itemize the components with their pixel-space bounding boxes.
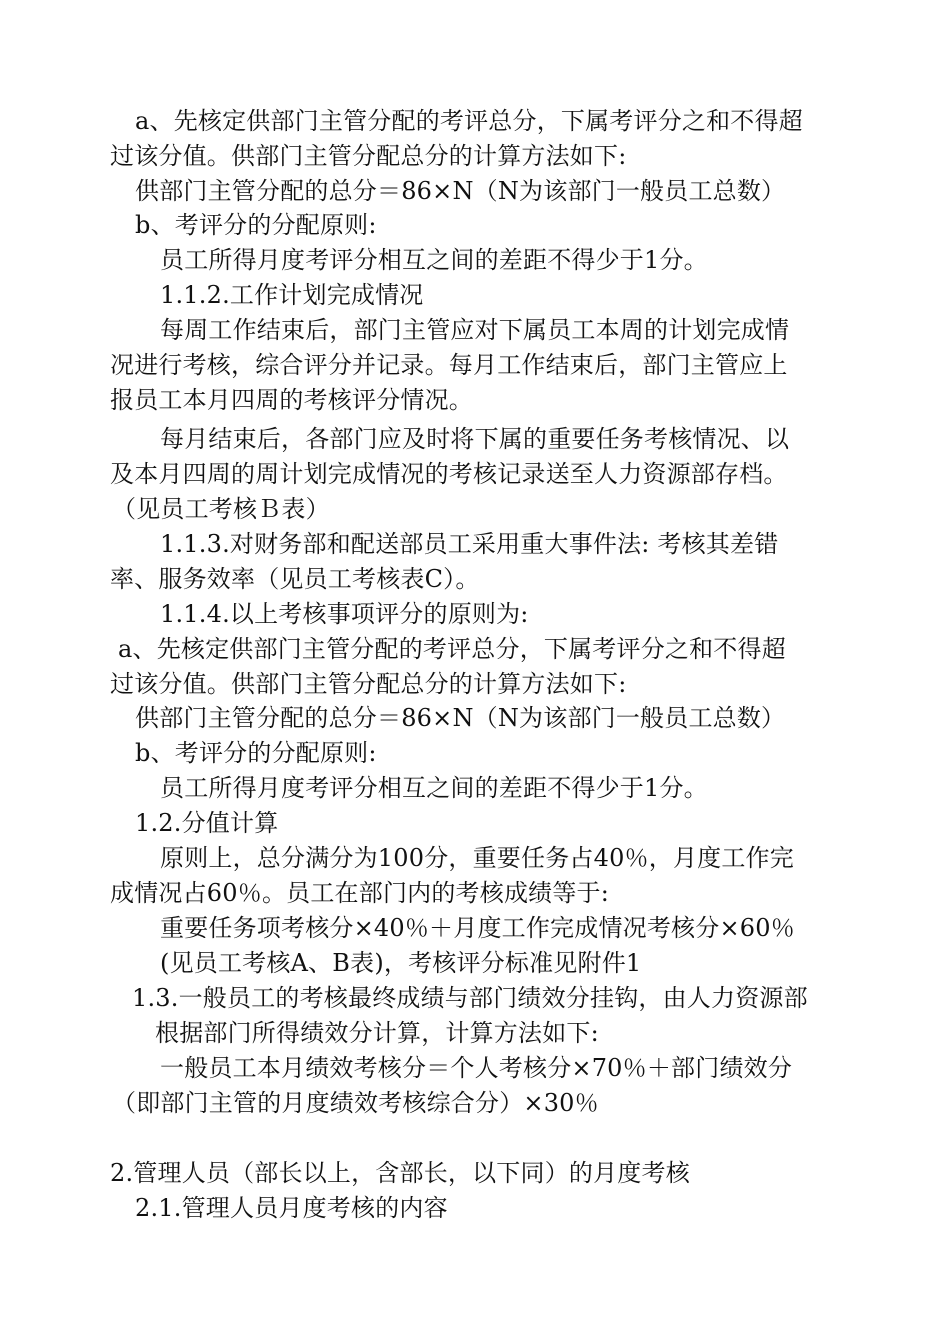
- section-heading-1-2: 1.2.分值计算: [135, 809, 279, 837]
- text-line-25: (见员工考核A、B表)，考核评分标准见附件1: [160, 949, 642, 977]
- text-line-28: 一般员工本月绩效考核分＝个人考核分×70％＋部门绩效分: [160, 1054, 793, 1082]
- text-line-12: （见员工考核Ｂ表）: [112, 495, 330, 523]
- text-line-4: b、考评分的分配原则:: [135, 211, 377, 239]
- text-line-23: 成情况占60％。员工在部门内的考核成绩等于:: [110, 879, 610, 907]
- text-line-16: a、先核定供部门主管分配的考评总分，下属考评分之和不得超: [118, 635, 786, 663]
- section-heading-1-1-2: 1.1.2.工作计划完成情况: [160, 281, 424, 309]
- text-line-8: 况进行考核，综合评分并记录。每月工作结束后，部门主管应上: [110, 351, 788, 379]
- text-line-19: b、考评分的分配原则:: [135, 739, 377, 767]
- text-line-3: 供部门主管分配的总分＝86×N（N为该部门一般员工总数）: [135, 177, 786, 205]
- section-heading-1-1-4: 1.1.4.以上考核事项评分的原则为:: [160, 600, 529, 628]
- text-line-10: 每月结束后，各部门应及时将下属的重要任务考核情况、以: [160, 425, 790, 453]
- text-line-29: （即部门主管的月度绩效考核综合分）×30％: [112, 1089, 599, 1117]
- section-heading-2: 2.管理人员（部长以上，含部长，以下同）的月度考核: [110, 1159, 690, 1187]
- text-line-1: a、先核定供部门主管分配的考评总分，下属考评分之和不得超: [135, 107, 803, 135]
- text-line-11: 及本月四周的周计划完成情况的考核记录送至人力资源部存档。: [110, 460, 788, 488]
- section-heading-2-1: 2.1.管理人员月度考核的内容: [135, 1194, 448, 1222]
- text-line-20: 员工所得月度考评分相互之间的差距不得少于1分。: [160, 774, 708, 802]
- text-line-9: 报员工本月四周的考核评分情况。: [110, 386, 473, 414]
- text-line-5: 员工所得月度考评分相互之间的差距不得少于1分。: [160, 246, 708, 274]
- section-heading-1-1-3: 1.1.3.对财务部和配送部员工采用重大事件法: 考核其差错: [160, 530, 779, 558]
- text-line-18: 供部门主管分配的总分＝86×N（N为该部门一般员工总数）: [135, 704, 786, 732]
- text-line-17: 过该分值。供部门主管分配总分的计算方法如下:: [110, 670, 627, 698]
- text-line-27: 根据部门所得绩效分计算，计算方法如下:: [155, 1019, 599, 1047]
- text-line-2: 过该分值。供部门主管分配总分的计算方法如下:: [110, 142, 627, 170]
- text-line-14: 率、服务效率（见员工考核表C）。: [110, 565, 480, 593]
- text-line-22: 原则上，总分满分为100分，重要任务占40％，月度工作完: [160, 844, 794, 872]
- text-line-7: 每周工作结束后，部门主管应对下属员工本周的计划完成情: [160, 316, 790, 344]
- section-heading-1-3: 1.3.一般员工的考核最终成绩与部门绩效分挂钩，由人力资源部: [132, 984, 808, 1012]
- text-line-24: 重要任务项考核分×40％＋月度工作完成情况考核分×60％: [160, 914, 795, 942]
